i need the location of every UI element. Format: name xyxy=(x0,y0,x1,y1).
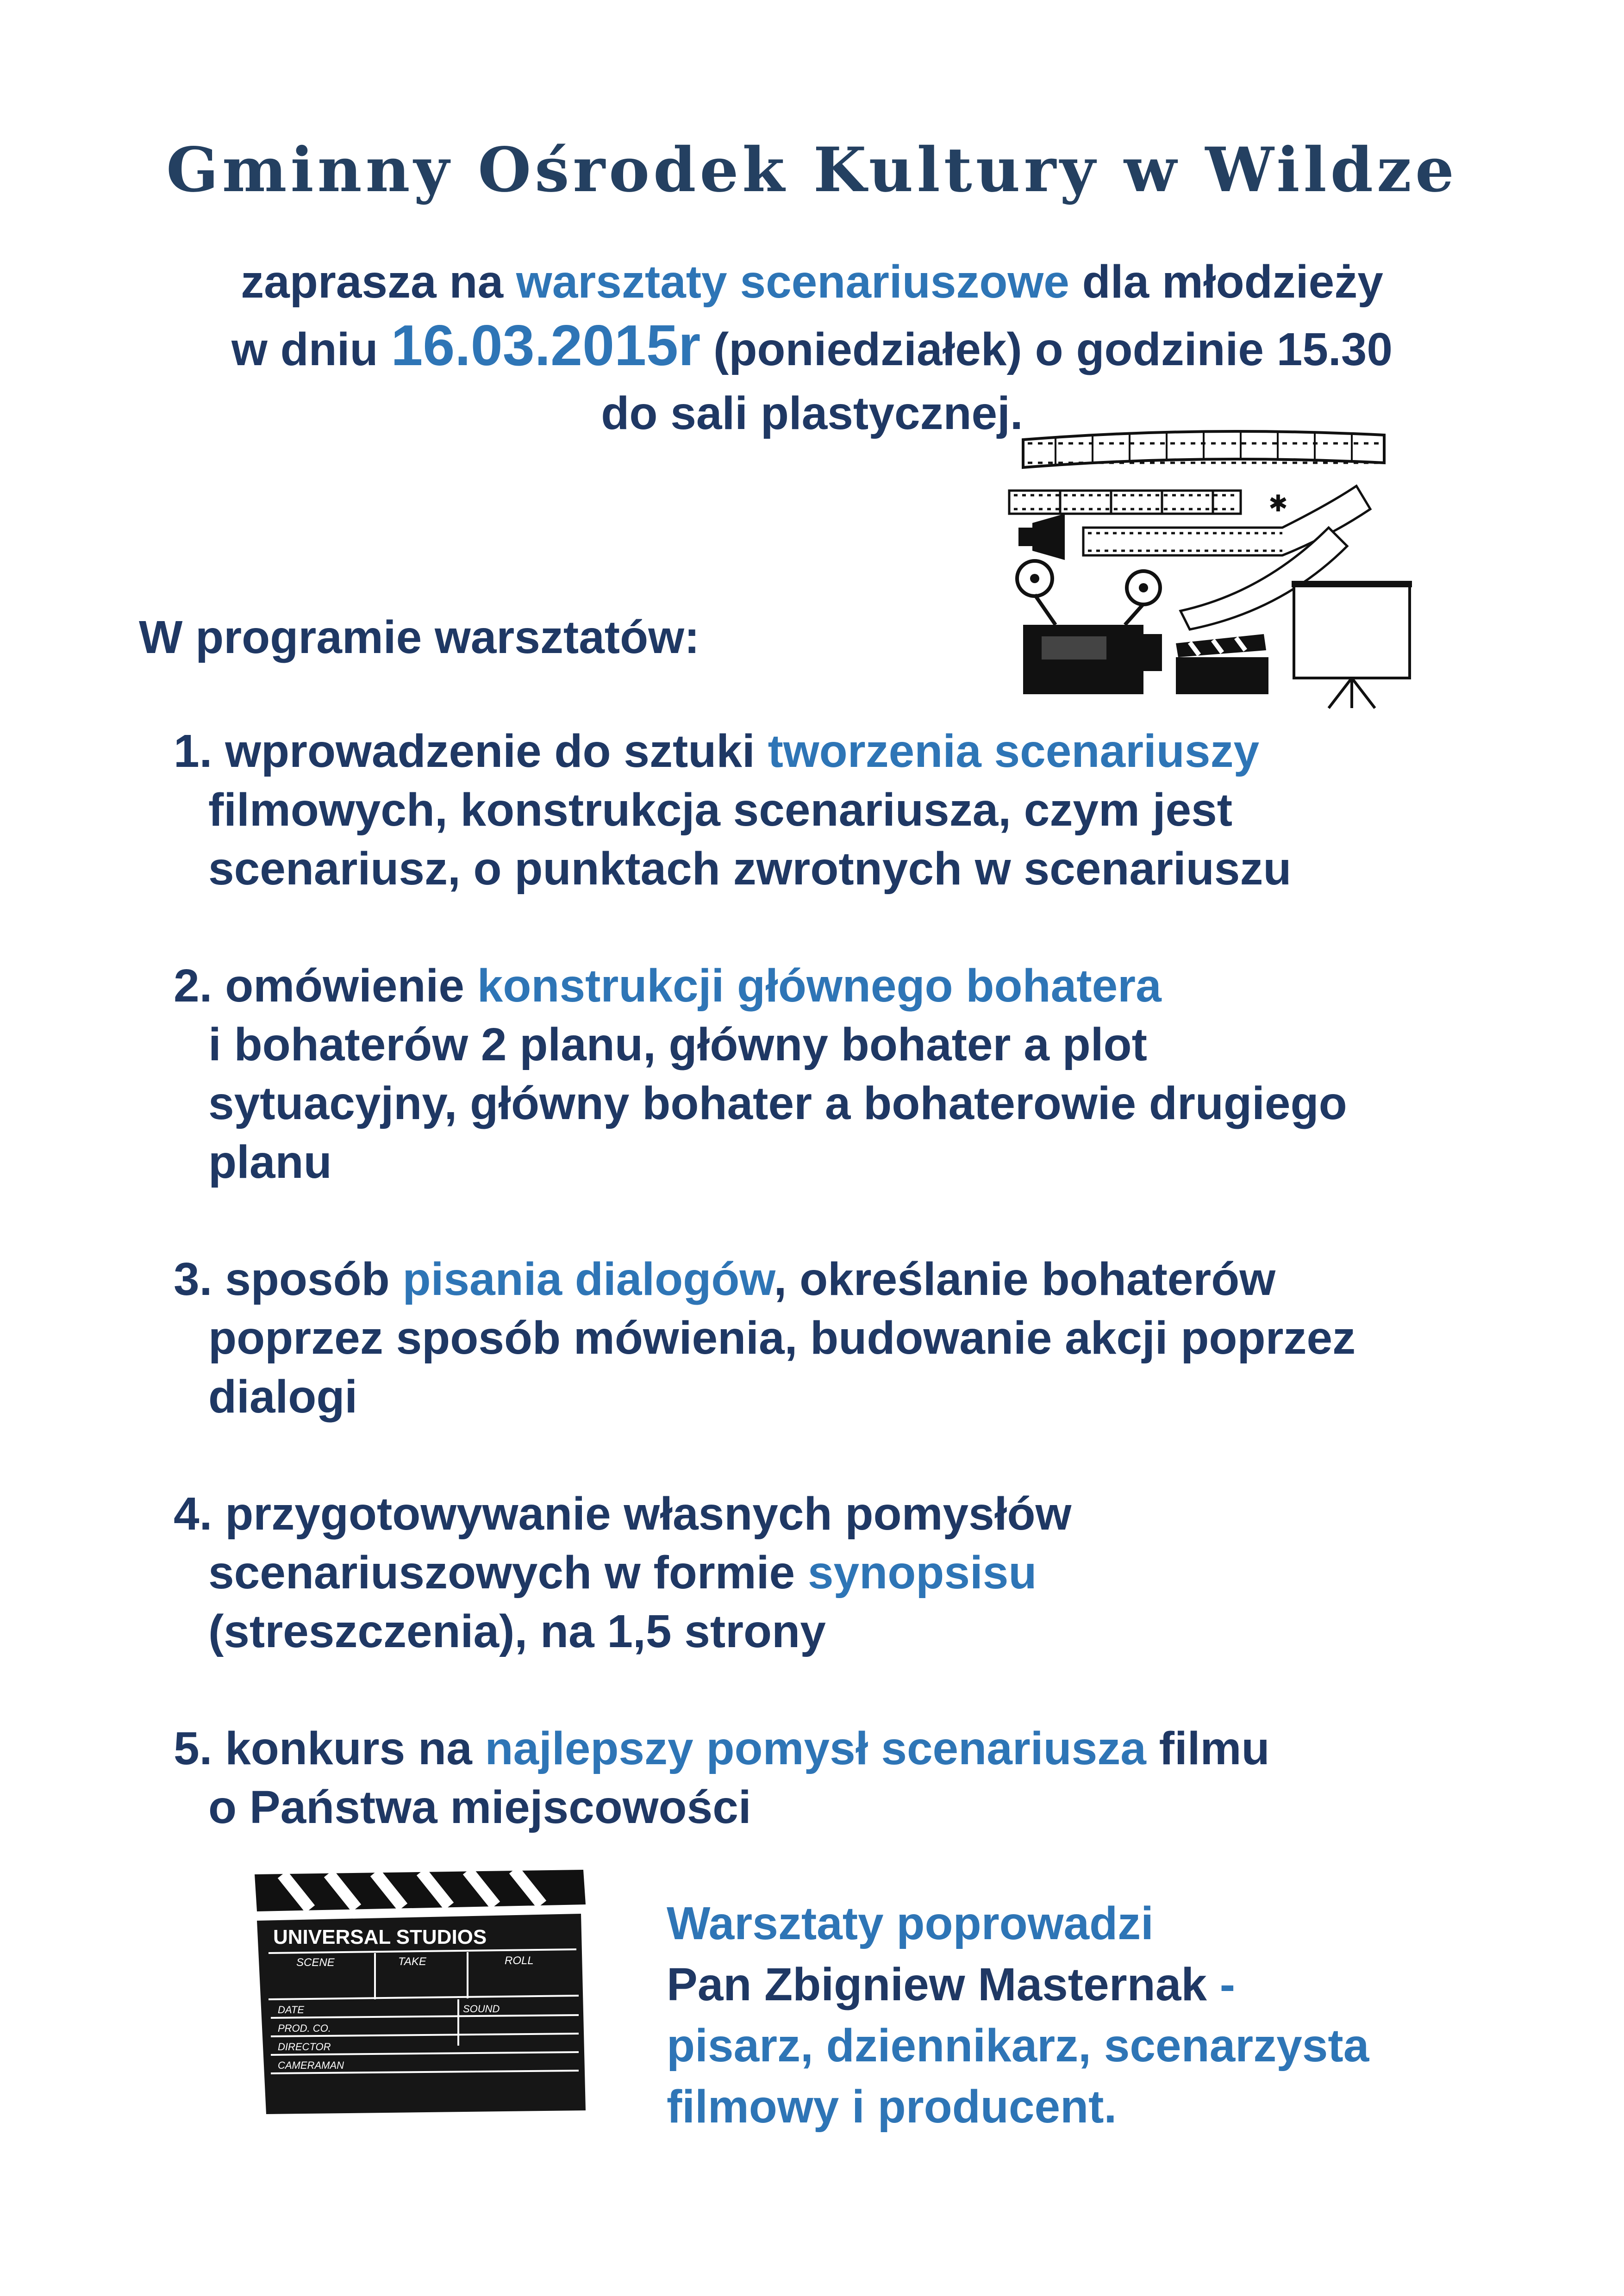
clapper-scene: SCENE xyxy=(296,1956,335,1969)
event-time: (poniedziałek) o godzinie 15.30 xyxy=(700,324,1393,375)
invitation-line-2 xyxy=(0,314,1624,381)
item-number: 3. xyxy=(174,1253,212,1305)
clapper-date: DATE xyxy=(278,2004,305,2016)
invitation-text: w dniu xyxy=(231,324,391,375)
small-clapper-icon xyxy=(1176,634,1268,694)
item-text: sposób xyxy=(212,1253,403,1305)
workshop-name: warsztaty scenariuszowe xyxy=(516,256,1069,308)
item-text: i bohaterów 2 planu, główny bohater a plot xyxy=(208,1019,1147,1070)
invitation-line-3: do sali plastycznej. xyxy=(601,387,1023,439)
item-text: filmu xyxy=(1146,1723,1270,1774)
program-heading: W programie warsztatów: xyxy=(139,611,700,663)
item-highlight: tworzenia scenariuszy xyxy=(768,725,1260,777)
item-number: 4. xyxy=(174,1488,212,1540)
item-text: sytuacyjny, główny bohater a bohaterowie drugiego xyxy=(208,1077,1347,1129)
item-highlight: pisania dialogów xyxy=(402,1253,774,1305)
film-equipment-illustration xyxy=(1005,417,1417,713)
invitation-text: dla młodzieży xyxy=(1069,256,1383,308)
item-text: wprowadzenie do sztuki xyxy=(212,725,768,777)
list-item xyxy=(174,1719,1516,1837)
presenter-name: Pan Zbigniew Masternak xyxy=(667,1959,1207,2010)
clapper-prod: PROD. CO. xyxy=(278,2022,331,2034)
clapper-director: DIRECTOR xyxy=(278,2041,331,2053)
page-title: Gminny Ośrodek Kultury w Wildze xyxy=(166,134,1458,206)
list-item xyxy=(174,1485,1516,1661)
projector-icon xyxy=(1017,561,1162,694)
presenter-block xyxy=(667,1893,1369,2137)
item-text: filmowych, konstrukcja scenariusza, czym jest xyxy=(208,784,1233,836)
item-text: dialogi xyxy=(208,1371,358,1423)
program-list xyxy=(174,722,1516,1895)
item-highlight: synopsisu xyxy=(807,1547,1037,1599)
item-number: 5. xyxy=(174,1723,212,1774)
film-strip-top xyxy=(1023,431,1384,467)
item-text: scenariusz, o punktach zwrotnych w scenariuszu xyxy=(208,843,1292,895)
film-strip-middle xyxy=(1009,491,1241,514)
megaphone-icon xyxy=(1018,514,1065,560)
item-text: konkurs na xyxy=(212,1723,485,1774)
projection-screen-icon xyxy=(1292,581,1412,708)
item-text: , określanie bohaterów xyxy=(774,1253,1276,1305)
item-text: scenariuszowych w formie xyxy=(208,1547,808,1599)
list-item xyxy=(174,957,1516,1192)
invitation xyxy=(0,250,1624,445)
clapper-sound: SOUND xyxy=(463,2003,500,2015)
clapper-take: TAKE xyxy=(398,1955,426,1968)
item-highlight: konstrukcji głównego bohatera xyxy=(477,960,1162,1012)
event-date: 16.03.2015r xyxy=(391,314,701,378)
presenter-intro: Warsztaty poprowadzi xyxy=(667,1898,1154,1949)
item-text: o Pańѕtwa miejscowości xyxy=(208,1781,751,1833)
item-number: 2. xyxy=(174,960,212,1012)
star-icon: ✱ xyxy=(1268,491,1288,516)
list-item xyxy=(174,1250,1516,1426)
clapper-top-stick xyxy=(255,1870,586,1911)
item-text: (streszczenia), na 1,5 strony xyxy=(208,1605,826,1657)
item-number: 1. xyxy=(174,725,212,777)
item-text: omówienie xyxy=(212,960,477,1012)
clapper-board xyxy=(257,1914,586,2114)
clapper-camera: CAMERAMAN xyxy=(278,2060,344,2071)
invitation-text: zaprasza na xyxy=(241,256,516,308)
presenter-role: pisarz, dziennikarz, scenarzysta xyxy=(667,2020,1369,2072)
item-text: przygotowywanie własnych pomysłów xyxy=(212,1488,1072,1540)
item-text: poprzez sposób mówienia, budowanie akcji poprzez xyxy=(208,1312,1356,1364)
presenter-role: filmowy i producent. xyxy=(667,2081,1117,2133)
item-text: planu xyxy=(208,1136,332,1188)
item-highlight: najlepszy pomysł scenariusza xyxy=(485,1723,1146,1774)
invitation-line-1 xyxy=(0,250,1624,314)
list-item xyxy=(174,722,1516,898)
presenter-dash: - xyxy=(1206,1959,1236,2010)
clapperboard-illustration xyxy=(245,1860,593,2120)
clapper-brand: UNIVERSAL STUDIOS xyxy=(273,1926,487,1948)
clapper-roll: ROLL xyxy=(505,1954,534,1967)
